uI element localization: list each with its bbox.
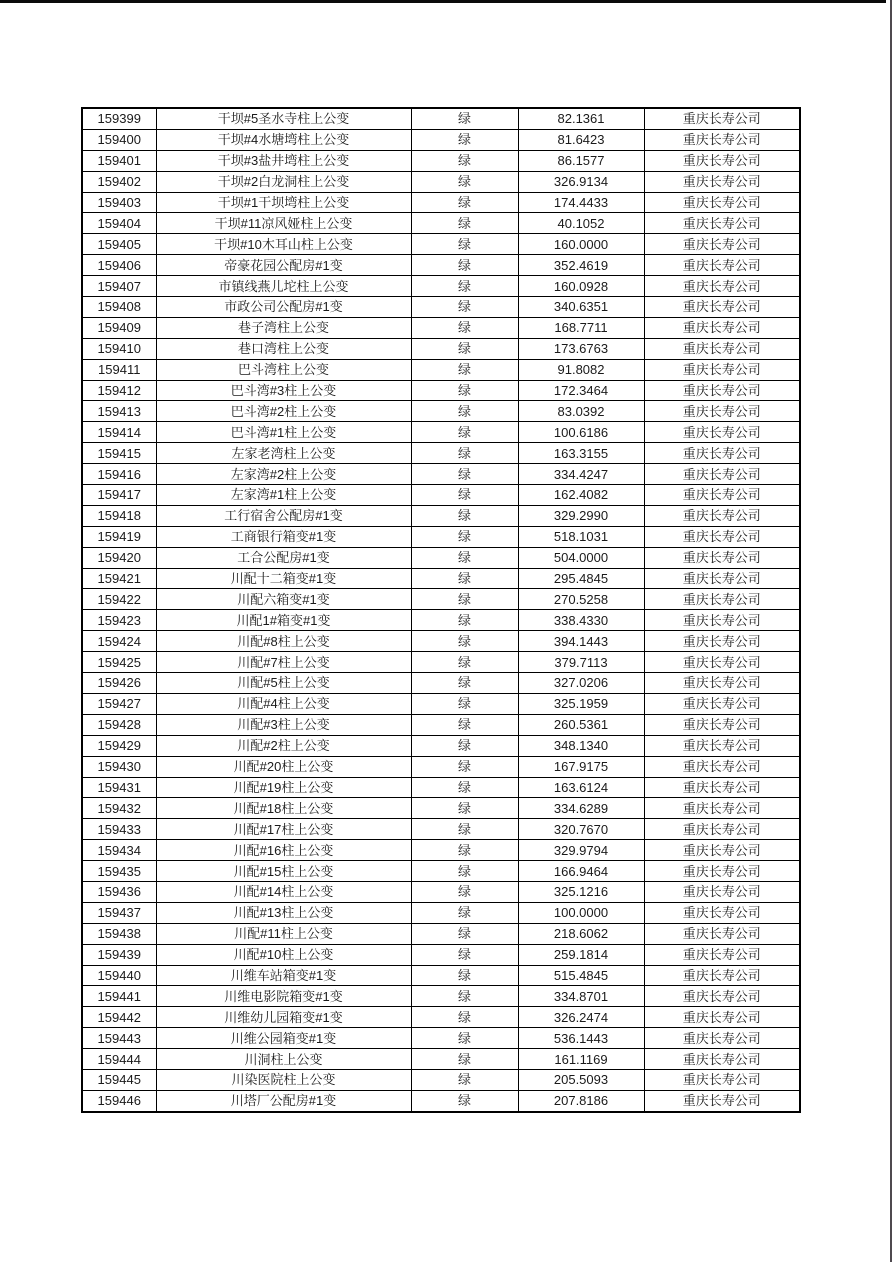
cell-status: 绿 — [411, 568, 518, 589]
cell-status: 绿 — [411, 777, 518, 798]
table-row — [82, 631, 800, 652]
table-row — [82, 1090, 800, 1111]
cell-value: 379.7113 — [518, 652, 644, 673]
table-row — [82, 819, 800, 840]
cell-status: 绿 — [411, 1090, 518, 1111]
table-row — [82, 485, 800, 506]
cell-status: 绿 — [411, 422, 518, 443]
cell-company: 重庆长寿公司 — [644, 464, 800, 485]
cell-name: 巴斗湾#2柱上公变 — [156, 401, 411, 422]
cell-status: 绿 — [411, 129, 518, 150]
table-row — [82, 380, 800, 401]
cell-company: 重庆长寿公司 — [644, 255, 800, 276]
cell-status: 绿 — [411, 150, 518, 171]
cell-name: 干坝#2白龙洞柱上公变 — [156, 171, 411, 192]
cell-id: 159399 — [82, 108, 156, 129]
cell-name: 川配六箱变#1变 — [156, 589, 411, 610]
cell-id: 159407 — [82, 276, 156, 297]
cell-value: 81.6423 — [518, 129, 644, 150]
cell-name: 川配#3柱上公变 — [156, 714, 411, 735]
cell-name: 川配#10柱上公变 — [156, 944, 411, 965]
cell-name: 左家湾#1柱上公变 — [156, 485, 411, 506]
page-top-edge-line — [0, 0, 886, 3]
cell-value: 518.1031 — [518, 526, 644, 547]
table-row — [82, 902, 800, 923]
cell-name: 川配#13柱上公变 — [156, 902, 411, 923]
table-row — [82, 923, 800, 944]
cell-status: 绿 — [411, 108, 518, 129]
cell-company: 重庆长寿公司 — [644, 129, 800, 150]
cell-name: 巴斗湾#3柱上公变 — [156, 380, 411, 401]
cell-company: 重庆长寿公司 — [644, 1090, 800, 1111]
cell-company: 重庆长寿公司 — [644, 840, 800, 861]
cell-company: 重庆长寿公司 — [644, 547, 800, 568]
cell-company: 重庆长寿公司 — [644, 213, 800, 234]
cell-id: 159415 — [82, 443, 156, 464]
cell-value: 167.9175 — [518, 756, 644, 777]
cell-id: 159432 — [82, 798, 156, 819]
cell-company: 重庆长寿公司 — [644, 234, 800, 255]
table-row — [82, 693, 800, 714]
table-row — [82, 735, 800, 756]
cell-id: 159403 — [82, 192, 156, 213]
cell-company: 重庆长寿公司 — [644, 986, 800, 1007]
table-row — [82, 1069, 800, 1090]
table-row — [82, 213, 800, 234]
cell-status: 绿 — [411, 693, 518, 714]
cell-id: 159439 — [82, 944, 156, 965]
cell-value: 40.1052 — [518, 213, 644, 234]
cell-name: 川洞柱上公变 — [156, 1049, 411, 1070]
cell-status: 绿 — [411, 359, 518, 380]
table-row — [82, 547, 800, 568]
cell-status: 绿 — [411, 1007, 518, 1028]
cell-value: 325.1959 — [518, 693, 644, 714]
cell-company: 重庆长寿公司 — [644, 902, 800, 923]
cell-id: 159446 — [82, 1090, 156, 1111]
cell-value: 91.8082 — [518, 359, 644, 380]
cell-status: 绿 — [411, 902, 518, 923]
cell-id: 159400 — [82, 129, 156, 150]
table-row — [82, 317, 800, 338]
cell-status: 绿 — [411, 255, 518, 276]
equipment-table — [81, 107, 801, 1113]
cell-status: 绿 — [411, 986, 518, 1007]
table-row — [82, 255, 800, 276]
cell-company: 重庆长寿公司 — [644, 380, 800, 401]
cell-company: 重庆长寿公司 — [644, 819, 800, 840]
cell-value: 174.4433 — [518, 192, 644, 213]
table-row — [82, 756, 800, 777]
cell-status: 绿 — [411, 673, 518, 694]
cell-id: 159445 — [82, 1069, 156, 1090]
cell-id: 159429 — [82, 735, 156, 756]
cell-name: 左家湾#2柱上公变 — [156, 464, 411, 485]
cell-status: 绿 — [411, 881, 518, 902]
cell-status: 绿 — [411, 1028, 518, 1049]
cell-value: 161.1169 — [518, 1049, 644, 1070]
cell-status: 绿 — [411, 735, 518, 756]
table-row — [82, 589, 800, 610]
cell-name: 川维公园箱变#1变 — [156, 1028, 411, 1049]
cell-id: 159436 — [82, 881, 156, 902]
cell-id: 159437 — [82, 902, 156, 923]
cell-value: 334.8701 — [518, 986, 644, 1007]
cell-company: 重庆长寿公司 — [644, 631, 800, 652]
cell-value: 340.6351 — [518, 297, 644, 318]
table-row — [82, 986, 800, 1007]
cell-status: 绿 — [411, 610, 518, 631]
cell-id: 159401 — [82, 150, 156, 171]
cell-value: 329.2990 — [518, 505, 644, 526]
table-row — [82, 297, 800, 318]
cell-value: 100.0000 — [518, 902, 644, 923]
cell-id: 159442 — [82, 1007, 156, 1028]
cell-id: 159408 — [82, 297, 156, 318]
cell-name: 左家老湾柱上公变 — [156, 443, 411, 464]
cell-value: 168.7711 — [518, 317, 644, 338]
cell-value: 320.7670 — [518, 819, 644, 840]
cell-status: 绿 — [411, 443, 518, 464]
cell-value: 172.3464 — [518, 380, 644, 401]
cell-id: 159434 — [82, 840, 156, 861]
cell-name: 川配#20柱上公变 — [156, 756, 411, 777]
cell-name: 工行宿舍公配房#1变 — [156, 505, 411, 526]
cell-value: 352.4619 — [518, 255, 644, 276]
table-row — [82, 840, 800, 861]
cell-company: 重庆长寿公司 — [644, 610, 800, 631]
table-row — [82, 526, 800, 547]
cell-status: 绿 — [411, 547, 518, 568]
table-row — [82, 276, 800, 297]
cell-company: 重庆长寿公司 — [644, 338, 800, 359]
cell-id: 159441 — [82, 986, 156, 1007]
cell-id: 159443 — [82, 1028, 156, 1049]
cell-status: 绿 — [411, 401, 518, 422]
cell-id: 159409 — [82, 317, 156, 338]
cell-status: 绿 — [411, 380, 518, 401]
table-row — [82, 652, 800, 673]
cell-name: 巴斗湾#1柱上公变 — [156, 422, 411, 443]
cell-name: 巴斗湾柱上公变 — [156, 359, 411, 380]
cell-name: 干坝#3盐井塆柱上公变 — [156, 150, 411, 171]
cell-company: 重庆长寿公司 — [644, 1007, 800, 1028]
cell-value: 295.4845 — [518, 568, 644, 589]
cell-id: 159406 — [82, 255, 156, 276]
cell-value: 270.5258 — [518, 589, 644, 610]
cell-company: 重庆长寿公司 — [644, 108, 800, 129]
table-row — [82, 1049, 800, 1070]
cell-status: 绿 — [411, 652, 518, 673]
cell-company: 重庆长寿公司 — [644, 756, 800, 777]
cell-name: 巷子湾柱上公变 — [156, 317, 411, 338]
cell-value: 326.2474 — [518, 1007, 644, 1028]
table-row — [82, 568, 800, 589]
cell-status: 绿 — [411, 861, 518, 882]
cell-company: 重庆长寿公司 — [644, 923, 800, 944]
cell-value: 160.0000 — [518, 234, 644, 255]
cell-company: 重庆长寿公司 — [644, 192, 800, 213]
cell-status: 绿 — [411, 505, 518, 526]
cell-company: 重庆长寿公司 — [644, 589, 800, 610]
cell-status: 绿 — [411, 526, 518, 547]
cell-status: 绿 — [411, 213, 518, 234]
cell-id: 159425 — [82, 652, 156, 673]
cell-company: 重庆长寿公司 — [644, 673, 800, 694]
cell-company: 重庆长寿公司 — [644, 1069, 800, 1090]
cell-value: 260.5361 — [518, 714, 644, 735]
cell-id: 159411 — [82, 359, 156, 380]
cell-company: 重庆长寿公司 — [644, 714, 800, 735]
table-row — [82, 401, 800, 422]
table-row — [82, 192, 800, 213]
cell-status: 绿 — [411, 965, 518, 986]
cell-company: 重庆长寿公司 — [644, 150, 800, 171]
table-row — [82, 673, 800, 694]
cell-name: 工商银行箱变#1变 — [156, 526, 411, 547]
cell-id: 159414 — [82, 422, 156, 443]
cell-company: 重庆长寿公司 — [644, 359, 800, 380]
table-row — [82, 881, 800, 902]
cell-value: 86.1577 — [518, 150, 644, 171]
cell-status: 绿 — [411, 840, 518, 861]
cell-name: 川配#14柱上公变 — [156, 881, 411, 902]
cell-status: 绿 — [411, 589, 518, 610]
cell-company: 重庆长寿公司 — [644, 798, 800, 819]
table-row — [82, 798, 800, 819]
cell-name: 川维车站箱变#1变 — [156, 965, 411, 986]
cell-company: 重庆长寿公司 — [644, 317, 800, 338]
cell-status: 绿 — [411, 714, 518, 735]
cell-value: 205.5093 — [518, 1069, 644, 1090]
cell-name: 市镇线燕儿坨柱上公变 — [156, 276, 411, 297]
cell-company: 重庆长寿公司 — [644, 1049, 800, 1070]
table-row — [82, 338, 800, 359]
cell-name: 川配#2柱上公变 — [156, 735, 411, 756]
table-row — [82, 777, 800, 798]
cell-status: 绿 — [411, 234, 518, 255]
cell-company: 重庆长寿公司 — [644, 861, 800, 882]
cell-name: 川塔厂公配房#1变 — [156, 1090, 411, 1111]
cell-status: 绿 — [411, 944, 518, 965]
cell-status: 绿 — [411, 297, 518, 318]
cell-company: 重庆长寿公司 — [644, 693, 800, 714]
table-row — [82, 965, 800, 986]
cell-name: 工合公配房#1变 — [156, 547, 411, 568]
cell-value: 166.9464 — [518, 861, 644, 882]
cell-name: 干坝#10木耳山柱上公变 — [156, 234, 411, 255]
cell-id: 159418 — [82, 505, 156, 526]
cell-id: 159416 — [82, 464, 156, 485]
cell-status: 绿 — [411, 1049, 518, 1070]
cell-value: 329.9794 — [518, 840, 644, 861]
cell-value: 160.0928 — [518, 276, 644, 297]
cell-id: 159438 — [82, 923, 156, 944]
cell-id: 159422 — [82, 589, 156, 610]
cell-value: 218.6062 — [518, 923, 644, 944]
cell-name: 帝豪花园公配房#1变 — [156, 255, 411, 276]
cell-company: 重庆长寿公司 — [644, 965, 800, 986]
table-row — [82, 234, 800, 255]
cell-value: 504.0000 — [518, 547, 644, 568]
cell-value: 259.1814 — [518, 944, 644, 965]
cell-name: 川配#15柱上公变 — [156, 861, 411, 882]
cell-id: 159404 — [82, 213, 156, 234]
cell-company: 重庆长寿公司 — [644, 652, 800, 673]
cell-company: 重庆长寿公司 — [644, 777, 800, 798]
cell-status: 绿 — [411, 756, 518, 777]
cell-status: 绿 — [411, 192, 518, 213]
table-row — [82, 108, 800, 129]
cell-id: 159440 — [82, 965, 156, 986]
cell-status: 绿 — [411, 819, 518, 840]
cell-company: 重庆长寿公司 — [644, 443, 800, 464]
cell-id: 159433 — [82, 819, 156, 840]
cell-value: 326.9134 — [518, 171, 644, 192]
cell-value: 207.8186 — [518, 1090, 644, 1111]
table-row — [82, 714, 800, 735]
cell-status: 绿 — [411, 317, 518, 338]
cell-id: 159402 — [82, 171, 156, 192]
cell-id: 159427 — [82, 693, 156, 714]
equipment-table-body — [82, 108, 800, 1112]
cell-id: 159426 — [82, 673, 156, 694]
cell-id: 159419 — [82, 526, 156, 547]
cell-value: 394.1443 — [518, 631, 644, 652]
cell-name: 川配#18柱上公变 — [156, 798, 411, 819]
table-row — [82, 464, 800, 485]
cell-status: 绿 — [411, 464, 518, 485]
cell-name: 川染医院柱上公变 — [156, 1069, 411, 1090]
cell-id: 159431 — [82, 777, 156, 798]
cell-id: 159435 — [82, 861, 156, 882]
cell-value: 100.6186 — [518, 422, 644, 443]
cell-company: 重庆长寿公司 — [644, 568, 800, 589]
table-row — [82, 944, 800, 965]
cell-value: 536.1443 — [518, 1028, 644, 1049]
cell-id: 159428 — [82, 714, 156, 735]
cell-name: 川配#11柱上公变 — [156, 923, 411, 944]
cell-name: 川配#4柱上公变 — [156, 693, 411, 714]
cell-company: 重庆长寿公司 — [644, 276, 800, 297]
cell-company: 重庆长寿公司 — [644, 422, 800, 443]
table-row — [82, 171, 800, 192]
cell-id: 159417 — [82, 485, 156, 506]
cell-value: 83.0392 — [518, 401, 644, 422]
table-row — [82, 1007, 800, 1028]
cell-company: 重庆长寿公司 — [644, 944, 800, 965]
cell-status: 绿 — [411, 923, 518, 944]
table-row — [82, 150, 800, 171]
cell-value: 348.1340 — [518, 735, 644, 756]
cell-name: 川配十二箱变#1变 — [156, 568, 411, 589]
cell-status: 绿 — [411, 631, 518, 652]
cell-id: 159420 — [82, 547, 156, 568]
cell-name: 川配#19柱上公变 — [156, 777, 411, 798]
table-row — [82, 443, 800, 464]
cell-name: 川配#16柱上公变 — [156, 840, 411, 861]
cell-value: 325.1216 — [518, 881, 644, 902]
table-row — [82, 861, 800, 882]
cell-value: 163.3155 — [518, 443, 644, 464]
cell-id: 159421 — [82, 568, 156, 589]
cell-company: 重庆长寿公司 — [644, 505, 800, 526]
cell-company: 重庆长寿公司 — [644, 401, 800, 422]
cell-id: 159412 — [82, 380, 156, 401]
cell-name: 干坝#4水塘塆柱上公变 — [156, 129, 411, 150]
cell-value: 338.4330 — [518, 610, 644, 631]
table-row — [82, 129, 800, 150]
cell-name: 川维电影院箱变#1变 — [156, 986, 411, 1007]
cell-value: 515.4845 — [518, 965, 644, 986]
cell-name: 川配#8柱上公变 — [156, 631, 411, 652]
cell-value: 82.1361 — [518, 108, 644, 129]
table-row — [82, 1028, 800, 1049]
cell-id: 159424 — [82, 631, 156, 652]
cell-company: 重庆长寿公司 — [644, 526, 800, 547]
cell-company: 重庆长寿公司 — [644, 881, 800, 902]
cell-value: 162.4082 — [518, 485, 644, 506]
table-row — [82, 505, 800, 526]
cell-name: 川配1#箱变#1变 — [156, 610, 411, 631]
cell-value: 163.6124 — [518, 777, 644, 798]
cell-company: 重庆长寿公司 — [644, 1028, 800, 1049]
cell-status: 绿 — [411, 798, 518, 819]
cell-value: 173.6763 — [518, 338, 644, 359]
cell-name: 川配#17柱上公变 — [156, 819, 411, 840]
cell-id: 159430 — [82, 756, 156, 777]
table-row — [82, 610, 800, 631]
cell-status: 绿 — [411, 171, 518, 192]
cell-id: 159405 — [82, 234, 156, 255]
cell-name: 川配#5柱上公变 — [156, 673, 411, 694]
cell-name: 干坝#5圣水寺柱上公变 — [156, 108, 411, 129]
cell-name: 干坝#11凉风娅柱上公变 — [156, 213, 411, 234]
cell-name: 川维幼儿园箱变#1变 — [156, 1007, 411, 1028]
cell-id: 159410 — [82, 338, 156, 359]
cell-id: 159444 — [82, 1049, 156, 1070]
cell-name: 巷口湾柱上公变 — [156, 338, 411, 359]
cell-id: 159423 — [82, 610, 156, 631]
cell-name: 川配#7柱上公变 — [156, 652, 411, 673]
cell-value: 334.4247 — [518, 464, 644, 485]
cell-name: 市政公司公配房#1变 — [156, 297, 411, 318]
cell-status: 绿 — [411, 1069, 518, 1090]
cell-company: 重庆长寿公司 — [644, 735, 800, 756]
cell-company: 重庆长寿公司 — [644, 297, 800, 318]
cell-value: 334.6289 — [518, 798, 644, 819]
cell-company: 重庆长寿公司 — [644, 171, 800, 192]
cell-status: 绿 — [411, 338, 518, 359]
table-row — [82, 422, 800, 443]
cell-company: 重庆长寿公司 — [644, 485, 800, 506]
cell-id: 159413 — [82, 401, 156, 422]
cell-status: 绿 — [411, 485, 518, 506]
cell-value: 327.0206 — [518, 673, 644, 694]
table-row — [82, 359, 800, 380]
cell-status: 绿 — [411, 276, 518, 297]
cell-name: 干坝#1干坝塆柱上公变 — [156, 192, 411, 213]
